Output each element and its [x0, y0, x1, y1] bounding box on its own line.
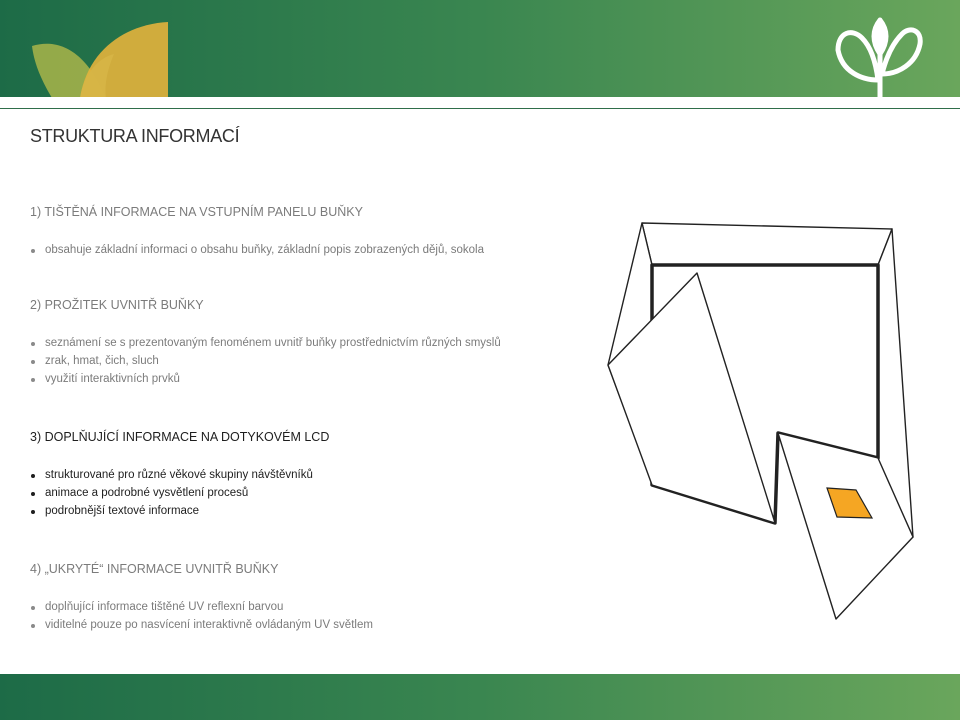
list-item: obsahuje základní informaci o obsahu buňky, základní popis zobrazených dějů, sokola: [30, 241, 484, 259]
list-item: využití interaktivních prvků: [30, 370, 501, 388]
sprout-leaves-icon: [832, 14, 928, 97]
list-item: strukturované pro různé věkové skupiny návštěvníků: [30, 466, 329, 484]
bottom-banner: [0, 674, 960, 720]
page-title: STRUKTURA INFORMACÍ: [30, 126, 240, 146]
leaves-decoration: [28, 18, 178, 97]
list-item: doplňující informace tištěné UV reflexní barvou: [30, 598, 373, 616]
list-item: viditelné pouze po nasvícení interaktivně ovládaným UV světlem: [30, 616, 373, 634]
header-divider: [0, 108, 960, 109]
bullet-list: [30, 466, 329, 520]
ceiling-panel: [642, 223, 892, 265]
list-item: zrak, hmat, čich, sluch: [30, 352, 501, 370]
section-heading: 4) „UKRYTÉ“ INFORMACE UVNITŘ BUŇKY: [30, 562, 279, 576]
bullet-list: [30, 334, 501, 388]
list-item: seznámení se s prezentovaným fenoménem uvnitř buňky prostřednictvím různých smyslů: [30, 334, 501, 352]
section-heading: 2) PROŽITEK UVNITŘ BUŇKY: [30, 298, 204, 312]
top-banner: [0, 0, 960, 97]
section-lcd-info: [30, 430, 329, 520]
section-printed-info: [30, 205, 484, 259]
bullet-list: [30, 241, 484, 259]
bullet-list: [30, 598, 373, 634]
cell-diagram: [600, 215, 930, 635]
section-heading: 1) TIŠTĚNÁ INFORMACE NA VSTUPNÍM PANELU BUŇKY: [30, 205, 363, 219]
section-heading: 3) DOPLŇUJÍCÍ INFORMACE NA DOTYKOVÉM LCD: [30, 430, 330, 444]
section-hidden-info: [30, 562, 373, 634]
list-item: animace a podrobné vysvětlení procesů: [30, 484, 329, 502]
section-cell-experience: [30, 298, 501, 388]
list-item: podrobnější textové informace: [30, 502, 329, 520]
